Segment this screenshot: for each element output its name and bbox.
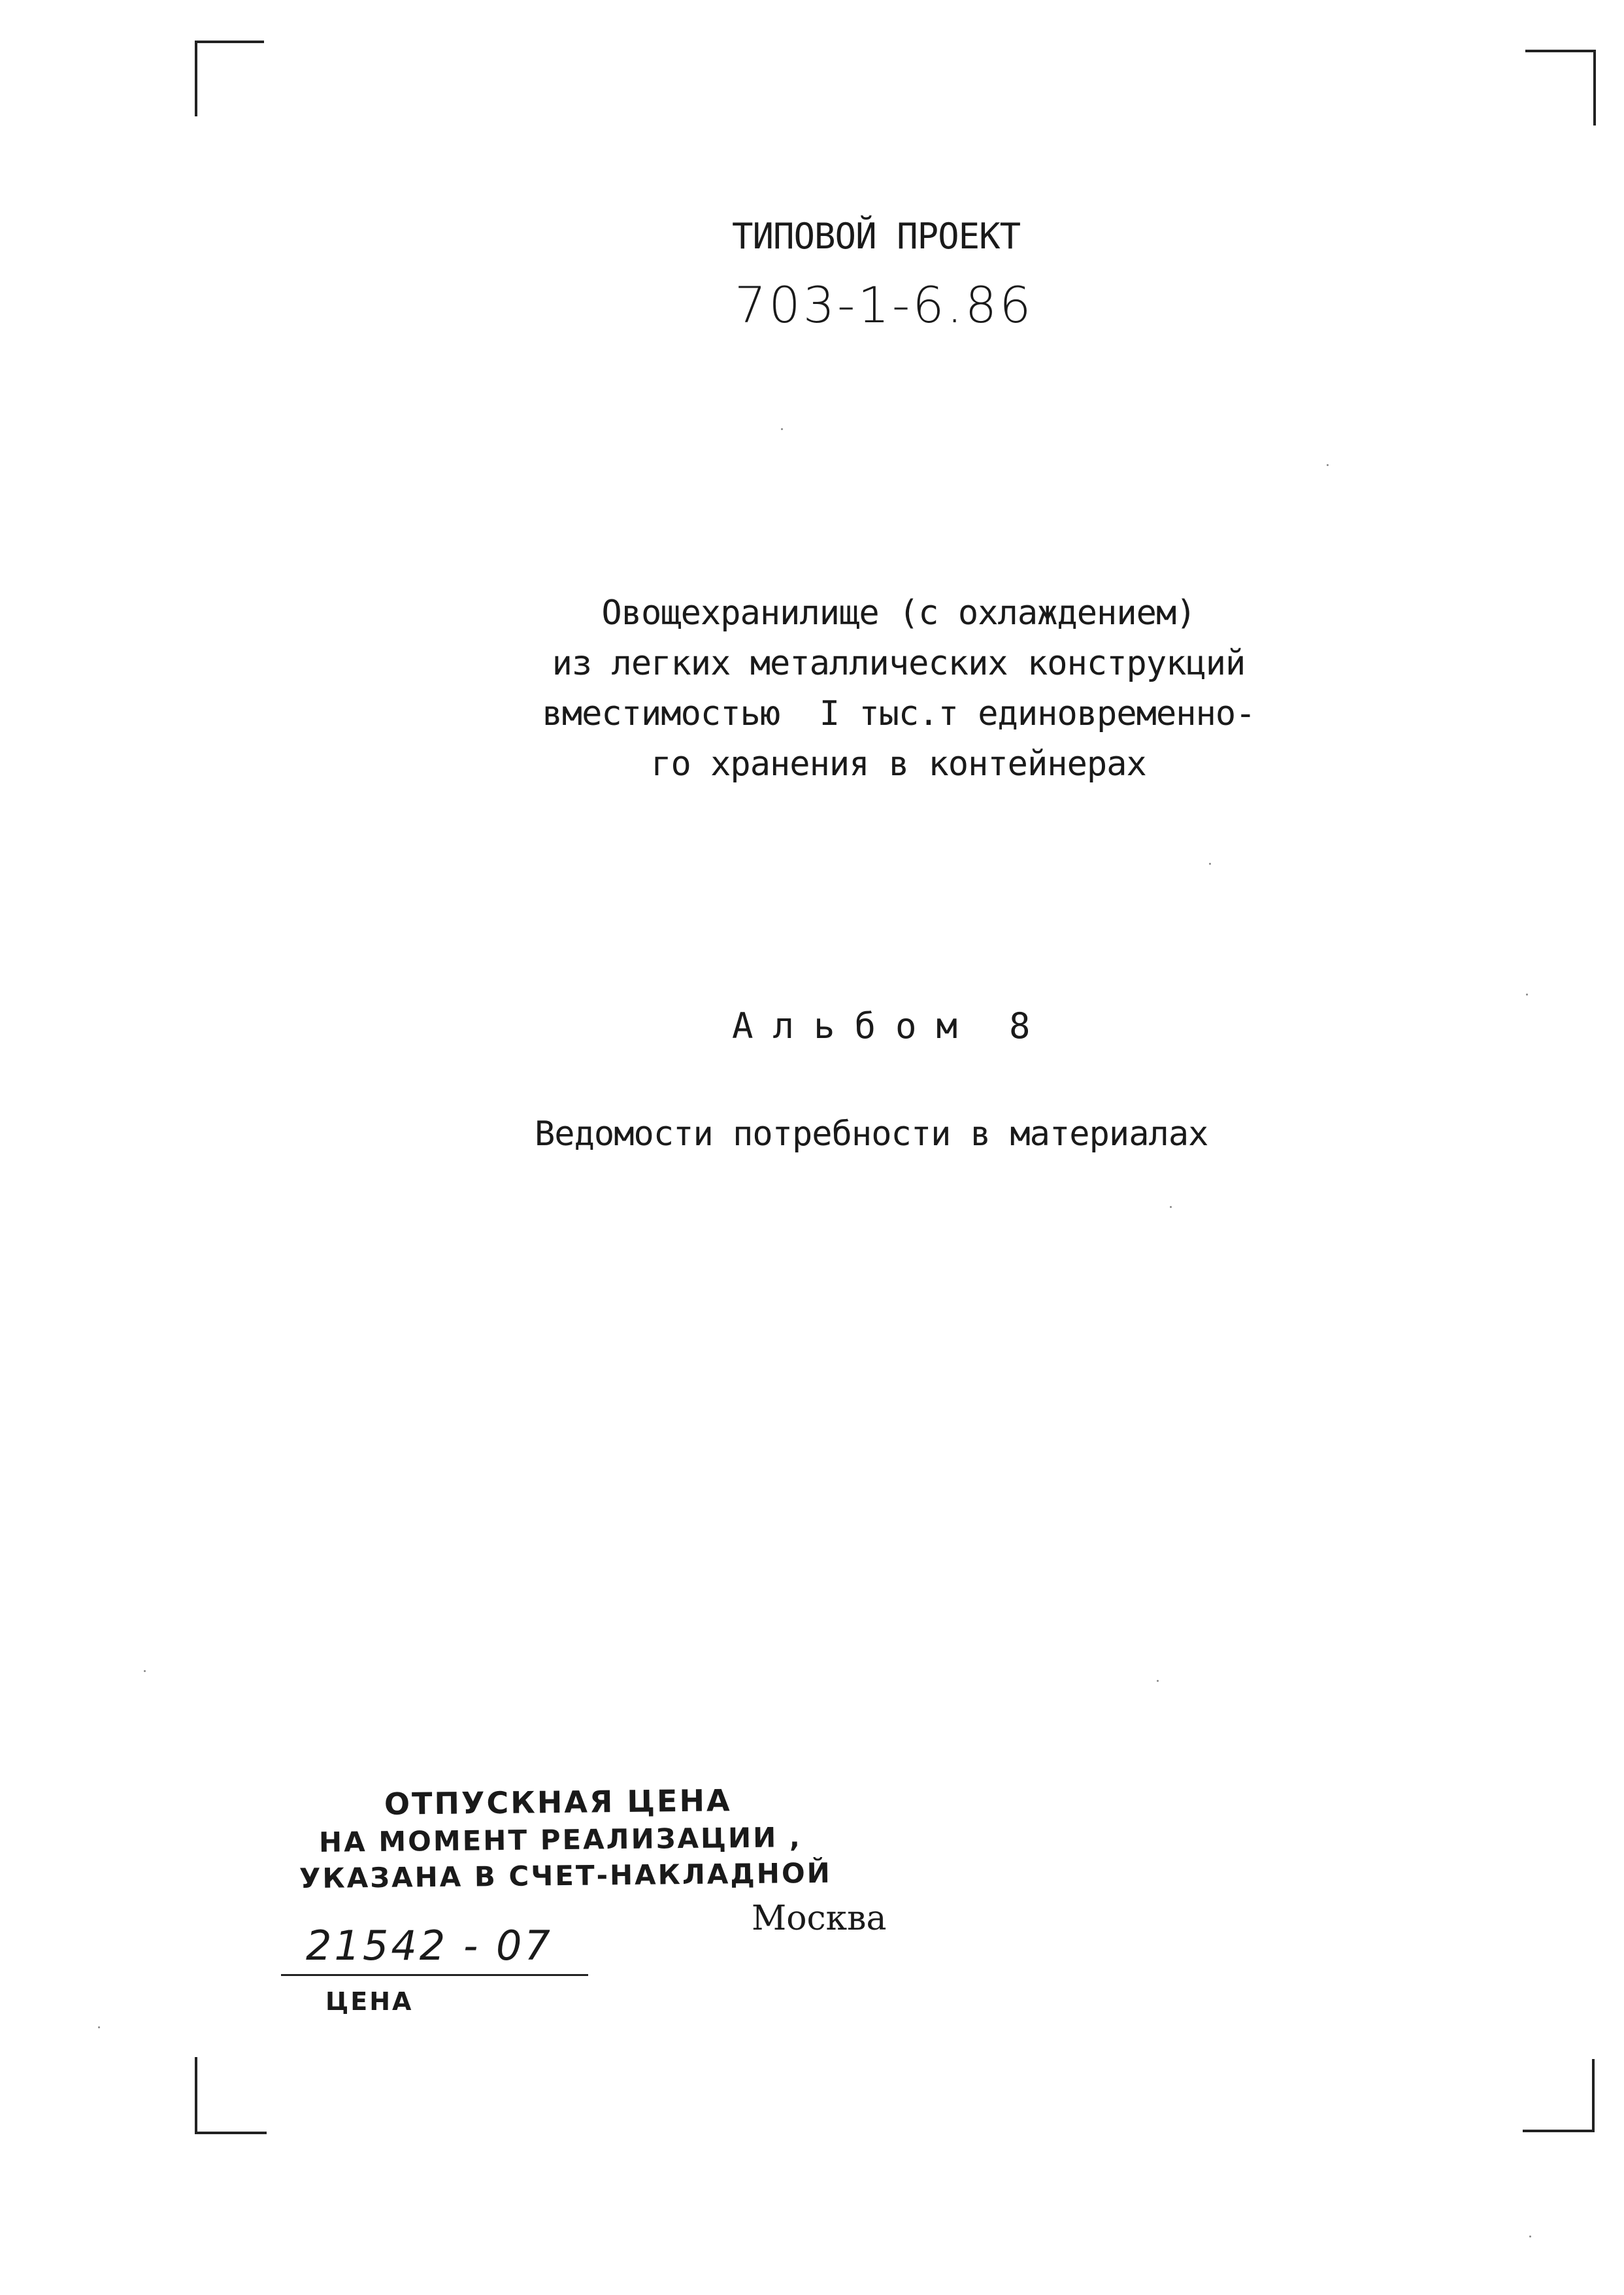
publication-city: Москва — [752, 1899, 887, 1938]
scan-speck — [144, 1670, 146, 1672]
scan-speck — [1209, 863, 1211, 865]
price-stamp-line: ОТПУСКНАЯ ЦЕНА — [384, 1783, 732, 1822]
crop-mark-top-right — [1525, 50, 1596, 126]
album-label: Альбом — [732, 1005, 978, 1047]
object-title-line: вместимостью I тыс.т единовременно- — [542, 694, 1255, 733]
scan-speck — [1529, 2236, 1531, 2237]
object-title-line: Овощехранилище (с охлаждением) — [601, 594, 1196, 633]
object-title-line: го хранения в контейнерах — [651, 745, 1146, 784]
price-label: ЦЕНА — [325, 1987, 414, 2016]
project-type-heading: ТИПОВОЙ ПРОЕКТ — [732, 216, 1021, 257]
scan-speck — [1327, 464, 1329, 466]
album-subtitle: Ведомости потребности в материалах — [535, 1114, 1208, 1154]
scan-speck — [781, 428, 783, 430]
object-title-line: из легких металлических конструкций — [552, 644, 1246, 683]
crop-mark-top-left — [195, 41, 264, 116]
project-number: 703-1-6.86 — [735, 276, 1034, 334]
crop-mark-bottom-right — [1523, 2059, 1595, 2132]
scan-speck — [1526, 994, 1528, 996]
object-title — [523, 588, 1274, 790]
crop-mark-bottom-left — [195, 2057, 267, 2134]
price-stamp-line: УКАЗАНА В СЧЕТ-НАКЛАДНОЙ — [299, 1856, 833, 1895]
price-stamp-line: НА МОМЕНТ РЕАЛИЗАЦИИ , — [318, 1821, 803, 1858]
scan-speck — [1170, 1206, 1172, 1208]
album-number: 8 — [1009, 1005, 1031, 1047]
price-code: 21542 - 07 — [306, 1922, 553, 1969]
scan-speck — [1157, 1680, 1159, 1682]
scan-speck — [98, 2026, 100, 2028]
price-underline — [281, 1974, 588, 1976]
